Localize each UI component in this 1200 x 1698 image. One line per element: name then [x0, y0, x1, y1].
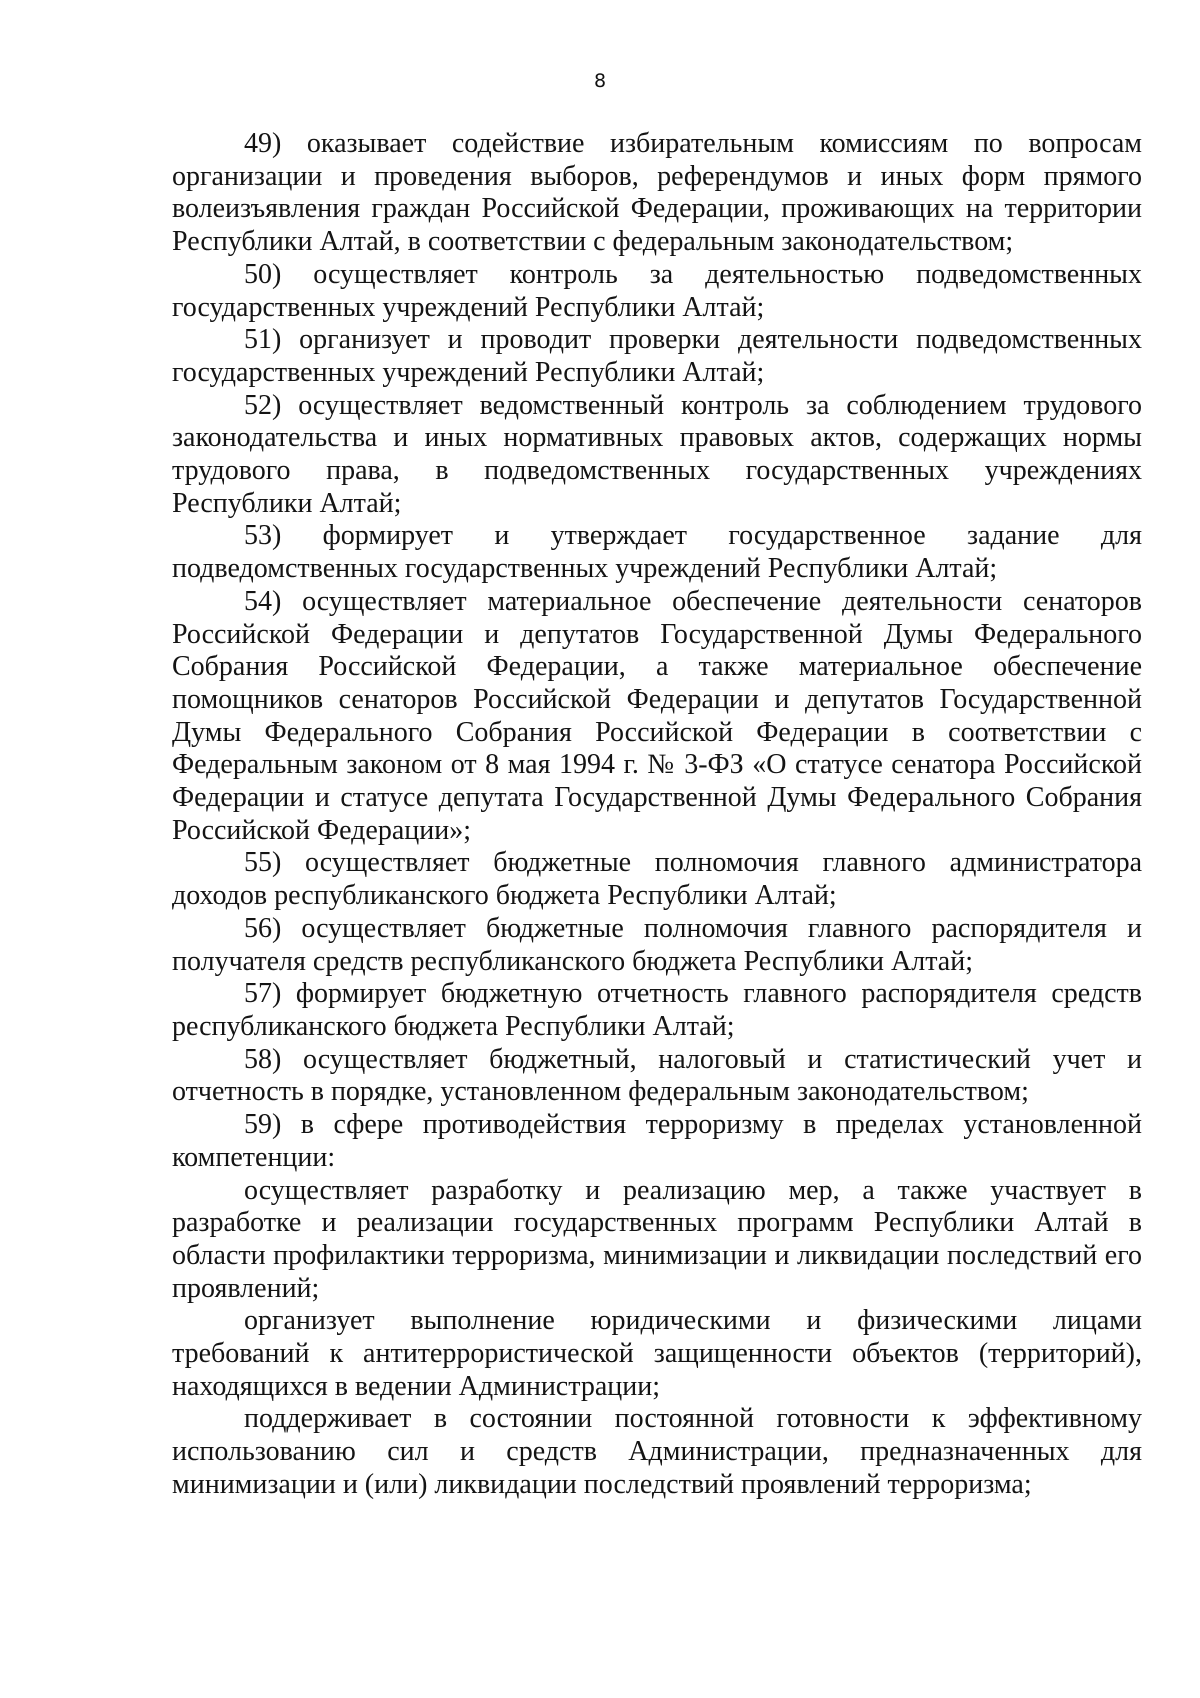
paragraph-57: 57) формирует бюджетную отчетность главного распорядителя средств республиканского бюджета Республики Алтай; — [172, 978, 1142, 1042]
paragraph-52: 52) осуществляет ведомственный контроль за соблюдением трудового законодательства и иных нормативных правовых актов, содержащих нормы трудового права, в подведомственных государственных учреждениях Республики Алтай; — [172, 389, 1142, 519]
paragraph-54: 54) осуществляет материальное обеспечение деятельности сенаторов Российской Федерации и депутатов Государственной Думы Федерального Собрания Российской Федерации, а также материальное обеспечение помощников сенаторов Российской Федерации и депутатов Государственной Думы Федерального Собрания Российской Федерации в соответствии с Федеральным законом от 8 мая 1994 г. № 3-ФЗ «О статусе сенатора Российской Федерации и статусе депутата Государственной Думы Федерального Собрания Российской Федерации»; — [172, 585, 1142, 846]
paragraph-59-readiness: поддерживает в состоянии постоянной готовности к эффективному использованию сил и средств Администрации, предназначенных для минимизации и (или) ликвидации последствий проявлений терроризма; — [172, 1403, 1142, 1500]
paragraph-56: 56) осуществляет бюджетные полномочия главного распорядителя и получателя средств республиканского бюджета Республики Алтай; — [172, 912, 1142, 977]
paragraph-59: 59) в сфере противодействия терроризму в пределах установленной компетенции: — [172, 1109, 1142, 1173]
paragraph-58: 58) осуществляет бюджетный, налоговый и статистический учет и отчетность в порядке, установленном федеральным законодательством; — [172, 1043, 1142, 1108]
paragraph-50: 50) осуществляет контроль за деятельностью подведомственных государственных учреждений Республики Алтай; — [172, 258, 1142, 323]
document-body — [172, 128, 1142, 1502]
page-number: 8 — [593, 70, 607, 92]
paragraph-59-protection: организует выполнение юридическими и физическими лицами требований к антитеррористической защищенности объектов (территорий), находящихся в ведении Администрации; — [172, 1305, 1142, 1402]
paragraph-51: 51) организует и проводит проверки деятельности подведомственных государственных учреждений Республики Алтай; — [172, 324, 1142, 388]
paragraph-53: 53) формирует и утверждает государственное задание для подведомственных государственных учреждений Республики Алтай; — [172, 520, 1142, 585]
paragraph-49: 49) оказывает содействие избирательным комиссиям по вопросам организации и проведения выборов, референдумов и иных форм прямого волеизъявления граждан Российской Федерации, проживающих на территории Республики Алтай, в соответствии с федеральным законодательством; — [172, 128, 1142, 258]
paragraph-59-measures: осуществляет разработку и реализацию мер, а также участвует в разработке и реализации государственных программ Республики Алтай в области профилактики терроризма, минимизации и ликвидации последствий его проявлений; — [172, 1174, 1142, 1304]
paragraph-55: 55) осуществляет бюджетные полномочия главного администратора доходов республиканского бюджета Республики Алтай; — [172, 847, 1142, 912]
